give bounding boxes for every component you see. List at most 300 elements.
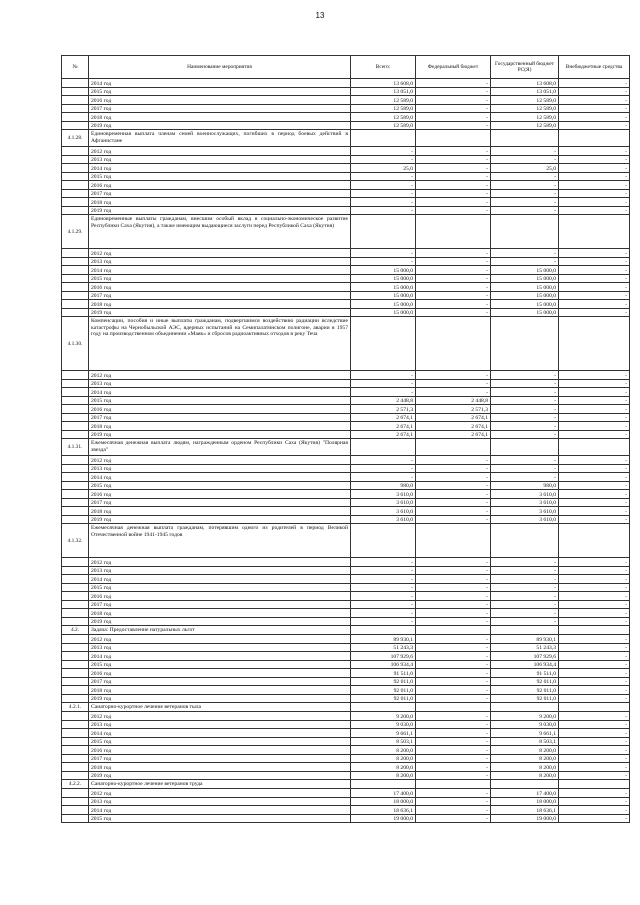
value-state: 3 610,0 xyxy=(491,515,559,524)
year-label: 2015 год xyxy=(89,660,351,669)
table-row xyxy=(62,592,630,601)
value-extrabudget: - xyxy=(559,583,630,592)
value-extrabudget: - xyxy=(559,266,630,275)
value-federal xyxy=(416,703,491,712)
year-label: 2018 год xyxy=(89,763,351,772)
value-state: - xyxy=(491,396,559,405)
value-federal: - xyxy=(416,643,491,652)
value-federal: - xyxy=(416,79,491,88)
table-row xyxy=(62,198,630,207)
value-extrabudget: - xyxy=(559,720,630,729)
table-header xyxy=(62,56,630,79)
value-federal: - xyxy=(416,737,491,746)
value-total: - xyxy=(351,600,416,609)
table-body xyxy=(62,79,630,823)
value-state: 92 011,0 xyxy=(491,686,559,695)
value-total: 25,0 xyxy=(351,164,416,173)
item-number xyxy=(62,291,89,300)
value-federal: - xyxy=(416,147,491,156)
year-label: 2012 год xyxy=(89,558,351,567)
value-state: - xyxy=(491,464,559,473)
item-number xyxy=(62,677,89,686)
year-label: 2017 год xyxy=(89,413,351,422)
value-federal: 2 448,8 xyxy=(416,396,491,405)
value-extrabudget: - xyxy=(559,789,630,798)
value-total xyxy=(351,780,416,789)
table-row xyxy=(62,464,630,473)
item-number: 4.1.28. xyxy=(62,130,89,147)
table-row xyxy=(62,274,630,283)
table-row xyxy=(62,422,630,431)
value-total: 106 934,4 xyxy=(351,660,416,669)
value-total: 18 636,1 xyxy=(351,806,416,815)
table-row xyxy=(62,249,630,258)
value-total: 19 000,0 xyxy=(351,814,416,823)
measure-name: Единовременные выплаты гражданам, внесшим особый вклад в социально-экономическое развитие Республики Саха (Якутия), а также имеющим выдающиеся заслуги перед Республикой Саха (Якутия) xyxy=(89,215,351,249)
value-state: - xyxy=(491,592,559,601)
value-state: 92 011,0 xyxy=(491,677,559,686)
value-federal: - xyxy=(416,592,491,601)
value-federal: - xyxy=(416,155,491,164)
value-extrabudget: - xyxy=(559,257,630,266)
value-federal: - xyxy=(416,291,491,300)
table-row xyxy=(62,754,630,763)
year-label: 2015 год xyxy=(89,814,351,823)
table-row xyxy=(62,814,630,823)
year-label: 2016 год xyxy=(89,181,351,190)
value-total: 2 448,8 xyxy=(351,396,416,405)
item-number xyxy=(62,763,89,772)
item-number xyxy=(62,164,89,173)
value-extrabudget: - xyxy=(559,96,630,105)
table-row xyxy=(62,763,630,772)
value-total: - xyxy=(351,617,416,626)
value-state: - xyxy=(491,430,559,439)
value-total xyxy=(351,524,416,558)
table-row xyxy=(62,181,630,190)
year-label: 2015 год xyxy=(89,396,351,405)
year-label: 2012 год xyxy=(89,712,351,721)
year-label: 2014 год xyxy=(89,79,351,88)
value-state: 12 589,0 xyxy=(491,96,559,105)
value-federal: - xyxy=(416,87,491,96)
value-state: - xyxy=(491,413,559,422)
table-row xyxy=(62,405,630,414)
value-extrabudget: - xyxy=(559,660,630,669)
item-number xyxy=(62,583,89,592)
value-federal: - xyxy=(416,198,491,207)
year-label: 2014 год xyxy=(89,164,351,173)
year-label: 2016 год xyxy=(89,96,351,105)
measure-title-row xyxy=(62,626,630,635)
table-row xyxy=(62,308,630,317)
value-state: 9 200,0 xyxy=(491,712,559,721)
table-row xyxy=(62,155,630,164)
table-row xyxy=(62,266,630,275)
value-extrabudget: - xyxy=(559,592,630,601)
value-extrabudget: - xyxy=(559,456,630,465)
measure-title-row xyxy=(62,317,630,371)
value-total: - xyxy=(351,181,416,190)
table-row xyxy=(62,507,630,516)
year-label: 2012 год xyxy=(89,147,351,156)
value-state: - xyxy=(491,617,559,626)
value-state: 8 200,0 xyxy=(491,746,559,755)
item-number xyxy=(62,405,89,414)
item-number: 4.2.2. xyxy=(62,780,89,789)
item-number xyxy=(62,575,89,584)
value-extrabudget xyxy=(559,626,630,635)
table-row xyxy=(62,617,630,626)
table-row xyxy=(62,379,630,388)
value-federal: - xyxy=(416,498,491,507)
value-total: - xyxy=(351,456,416,465)
item-number xyxy=(62,754,89,763)
value-extrabudget: - xyxy=(559,609,630,618)
value-state: 3 610,0 xyxy=(491,498,559,507)
value-total: 12 589,0 xyxy=(351,121,416,130)
value-state: - xyxy=(491,371,559,380)
year-label: 2013 год xyxy=(89,720,351,729)
year-label: 2017 год xyxy=(89,754,351,763)
value-extrabudget: - xyxy=(559,712,630,721)
table-row xyxy=(62,789,630,798)
value-total xyxy=(351,626,416,635)
value-state: 980,0 xyxy=(491,481,559,490)
value-extrabudget: - xyxy=(559,643,630,652)
value-total: 8 503,1 xyxy=(351,737,416,746)
value-federal: - xyxy=(416,609,491,618)
measure-title-row xyxy=(62,780,630,789)
value-state: 91 511,0 xyxy=(491,669,559,678)
value-total: 12 589,0 xyxy=(351,104,416,113)
value-state xyxy=(491,780,559,789)
year-label: 2018 год xyxy=(89,300,351,309)
value-total: - xyxy=(351,371,416,380)
table-row xyxy=(62,490,630,499)
value-total: 17 400,0 xyxy=(351,789,416,798)
value-extrabudget: - xyxy=(559,507,630,516)
item-number xyxy=(62,396,89,405)
table-row xyxy=(62,283,630,292)
item-number xyxy=(62,96,89,105)
year-label: 2015 год xyxy=(89,481,351,490)
item-number xyxy=(62,422,89,431)
value-federal: - xyxy=(416,771,491,780)
value-state: - xyxy=(491,147,559,156)
table-row xyxy=(62,430,630,439)
year-label: 2016 год xyxy=(89,746,351,755)
year-label: 2013 год xyxy=(89,566,351,575)
value-state xyxy=(491,439,559,456)
year-label: 2017 год xyxy=(89,677,351,686)
year-label: 2015 год xyxy=(89,274,351,283)
value-extrabudget xyxy=(559,317,630,371)
value-total: 8 200,0 xyxy=(351,763,416,772)
value-state: 15 000,0 xyxy=(491,300,559,309)
value-state: - xyxy=(491,379,559,388)
item-number xyxy=(62,300,89,309)
table-row xyxy=(62,677,630,686)
column-header-number: № xyxy=(62,56,89,79)
value-total: - xyxy=(351,249,416,258)
value-extrabudget: - xyxy=(559,155,630,164)
table-row xyxy=(62,189,630,198)
item-number xyxy=(62,456,89,465)
item-number xyxy=(62,121,89,130)
value-extrabudget: - xyxy=(559,635,630,644)
item-number xyxy=(62,249,89,258)
value-extrabudget: - xyxy=(559,121,630,130)
item-number xyxy=(62,490,89,499)
value-federal: - xyxy=(416,686,491,695)
value-total: 2 674,1 xyxy=(351,422,416,431)
item-number xyxy=(62,635,89,644)
value-state: 13 051,0 xyxy=(491,87,559,96)
value-state: 15 000,0 xyxy=(491,308,559,317)
year-label: 2015 год xyxy=(89,87,351,96)
value-extrabudget: - xyxy=(559,814,630,823)
year-label: 2014 год xyxy=(89,729,351,738)
item-number xyxy=(62,430,89,439)
measure-title-row xyxy=(62,524,630,558)
value-state: - xyxy=(491,456,559,465)
table-row xyxy=(62,257,630,266)
value-total: - xyxy=(351,379,416,388)
table-row xyxy=(62,481,630,490)
value-state: 8 200,0 xyxy=(491,754,559,763)
table-row xyxy=(62,147,630,156)
value-state: - xyxy=(491,473,559,482)
value-extrabudget: - xyxy=(559,430,630,439)
value-extrabudget: - xyxy=(559,746,630,755)
year-label: 2014 год xyxy=(89,575,351,584)
value-total: 980,0 xyxy=(351,481,416,490)
value-federal: - xyxy=(416,481,491,490)
value-total: - xyxy=(351,198,416,207)
year-label: 2017 год xyxy=(89,104,351,113)
value-extrabudget: - xyxy=(559,566,630,575)
year-label: 2014 год xyxy=(89,388,351,397)
year-label: 2019 год xyxy=(89,430,351,439)
value-federal: - xyxy=(416,181,491,190)
item-number xyxy=(62,686,89,695)
value-extrabudget: - xyxy=(559,464,630,473)
value-state: 9 661,1 xyxy=(491,729,559,738)
table-row xyxy=(62,388,630,397)
value-federal: - xyxy=(416,763,491,772)
year-label: 2019 год xyxy=(89,206,351,215)
item-number: 4.2. xyxy=(62,626,89,635)
value-extrabudget: - xyxy=(559,754,630,763)
value-extrabudget xyxy=(559,439,630,456)
value-federal: - xyxy=(416,283,491,292)
value-total: 9 200,0 xyxy=(351,712,416,721)
value-total: 2 571,3 xyxy=(351,405,416,414)
value-federal: 2 674,1 xyxy=(416,430,491,439)
measure-name: Компенсации, пособия и иные выплаты гражданам, подвергшимся воздействию радиации вследствие катастрофы на Чернобыльской АЭС, ядерных испытаний на Семипалатинском полигоне, аварии в 1957 году на производственном объединении «Маяк» и сбросов радиоактивных отходов в реку Теча xyxy=(89,317,351,371)
value-extrabudget xyxy=(559,703,630,712)
value-extrabudget: - xyxy=(559,473,630,482)
measure-title-row xyxy=(62,215,630,249)
item-number xyxy=(62,172,89,181)
item-number xyxy=(62,771,89,780)
table-row xyxy=(62,600,630,609)
item-number xyxy=(62,694,89,703)
value-total: 3 610,0 xyxy=(351,498,416,507)
value-federal xyxy=(416,626,491,635)
value-total: 2 674,1 xyxy=(351,413,416,422)
value-federal xyxy=(416,317,491,371)
table-row xyxy=(62,652,630,661)
value-extrabudget: - xyxy=(559,771,630,780)
year-label: 2013 год xyxy=(89,155,351,164)
year-label: 2013 год xyxy=(89,257,351,266)
value-federal: - xyxy=(416,797,491,806)
table-row xyxy=(62,498,630,507)
value-state: 18 636,1 xyxy=(491,806,559,815)
year-label: 2014 год xyxy=(89,473,351,482)
value-federal: - xyxy=(416,300,491,309)
value-federal: - xyxy=(416,669,491,678)
value-extrabudget: - xyxy=(559,147,630,156)
year-label: 2014 год xyxy=(89,652,351,661)
value-total: - xyxy=(351,592,416,601)
value-federal: - xyxy=(416,694,491,703)
value-federal: - xyxy=(416,164,491,173)
value-total: - xyxy=(351,566,416,575)
item-number xyxy=(62,464,89,473)
value-total xyxy=(351,439,416,456)
value-federal: - xyxy=(416,379,491,388)
value-federal: - xyxy=(416,371,491,380)
item-number xyxy=(62,498,89,507)
value-total: 91 511,0 xyxy=(351,669,416,678)
value-total: 8 200,0 xyxy=(351,754,416,763)
item-number xyxy=(62,814,89,823)
value-total: 18 000,0 xyxy=(351,797,416,806)
table-row xyxy=(62,694,630,703)
value-extrabudget: - xyxy=(559,371,630,380)
value-federal: - xyxy=(416,104,491,113)
value-federal: - xyxy=(416,806,491,815)
column-header-total: Всего: xyxy=(351,56,416,79)
value-state: 3 610,0 xyxy=(491,507,559,516)
value-federal: - xyxy=(416,789,491,798)
value-total: - xyxy=(351,189,416,198)
item-number xyxy=(62,155,89,164)
year-label: 2012 год xyxy=(89,789,351,798)
value-state xyxy=(491,130,559,147)
value-total: 51 243,3 xyxy=(351,643,416,652)
value-federal: 2 674,1 xyxy=(416,422,491,431)
value-state: 8 503,1 xyxy=(491,737,559,746)
value-state: 8 200,0 xyxy=(491,763,559,772)
year-label: 2016 год xyxy=(89,592,351,601)
value-total: - xyxy=(351,583,416,592)
item-number: 4.1.29. xyxy=(62,215,89,249)
year-label: 2019 год xyxy=(89,771,351,780)
year-label: 2018 год xyxy=(89,422,351,431)
item-number xyxy=(62,371,89,380)
table-row xyxy=(62,396,630,405)
item-number xyxy=(62,806,89,815)
table-row xyxy=(62,291,630,300)
value-state xyxy=(491,703,559,712)
value-extrabudget: - xyxy=(559,669,630,678)
year-label: 2019 год xyxy=(89,121,351,130)
table-row xyxy=(62,660,630,669)
value-total: - xyxy=(351,388,416,397)
item-number xyxy=(62,257,89,266)
value-state: 106 934,4 xyxy=(491,660,559,669)
value-state: - xyxy=(491,422,559,431)
value-total: 92 011,0 xyxy=(351,677,416,686)
year-label: 2017 год xyxy=(89,291,351,300)
value-state: - xyxy=(491,575,559,584)
value-federal: - xyxy=(416,172,491,181)
value-total: - xyxy=(351,172,416,181)
item-number xyxy=(62,206,89,215)
value-state: 13 608,0 xyxy=(491,79,559,88)
value-federal: - xyxy=(416,473,491,482)
value-extrabudget: - xyxy=(559,652,630,661)
year-label: 2019 год xyxy=(89,694,351,703)
value-federal: - xyxy=(416,274,491,283)
value-extrabudget: - xyxy=(559,515,630,524)
value-extrabudget: - xyxy=(559,164,630,173)
year-label: 2019 год xyxy=(89,515,351,524)
value-federal: - xyxy=(416,566,491,575)
value-extrabudget: - xyxy=(559,206,630,215)
year-label: 2014 год xyxy=(89,266,351,275)
table-row xyxy=(62,300,630,309)
value-federal: 2 674,1 xyxy=(416,413,491,422)
item-number xyxy=(62,274,89,283)
column-header-extrabudget: Внебюджетные средства xyxy=(559,56,630,79)
year-label: 2012 год xyxy=(89,635,351,644)
item-number xyxy=(62,617,89,626)
value-extrabudget: - xyxy=(559,172,630,181)
year-label: 2012 год xyxy=(89,371,351,380)
table-row xyxy=(62,643,630,652)
value-total xyxy=(351,317,416,371)
value-federal: - xyxy=(416,660,491,669)
table-row xyxy=(62,413,630,422)
year-label: 2013 год xyxy=(89,379,351,388)
item-number xyxy=(62,712,89,721)
value-federal: - xyxy=(416,558,491,567)
value-total: 3 610,0 xyxy=(351,507,416,516)
value-extrabudget: - xyxy=(559,113,630,122)
value-federal: - xyxy=(416,189,491,198)
measure-title-row xyxy=(62,439,630,456)
value-extrabudget: - xyxy=(559,737,630,746)
page-number: 13 xyxy=(315,11,325,20)
year-label: 2016 год xyxy=(89,405,351,414)
value-state: - xyxy=(491,249,559,258)
table-row xyxy=(62,104,630,113)
value-state: 25,0 xyxy=(491,164,559,173)
value-federal xyxy=(416,780,491,789)
year-label: 2015 год xyxy=(89,583,351,592)
table-row xyxy=(62,797,630,806)
table-row xyxy=(62,96,630,105)
table-row xyxy=(62,371,630,380)
column-header-state: Государственный бюджет РС(Я) xyxy=(491,56,559,79)
item-number xyxy=(62,189,89,198)
value-state: 15 000,0 xyxy=(491,283,559,292)
